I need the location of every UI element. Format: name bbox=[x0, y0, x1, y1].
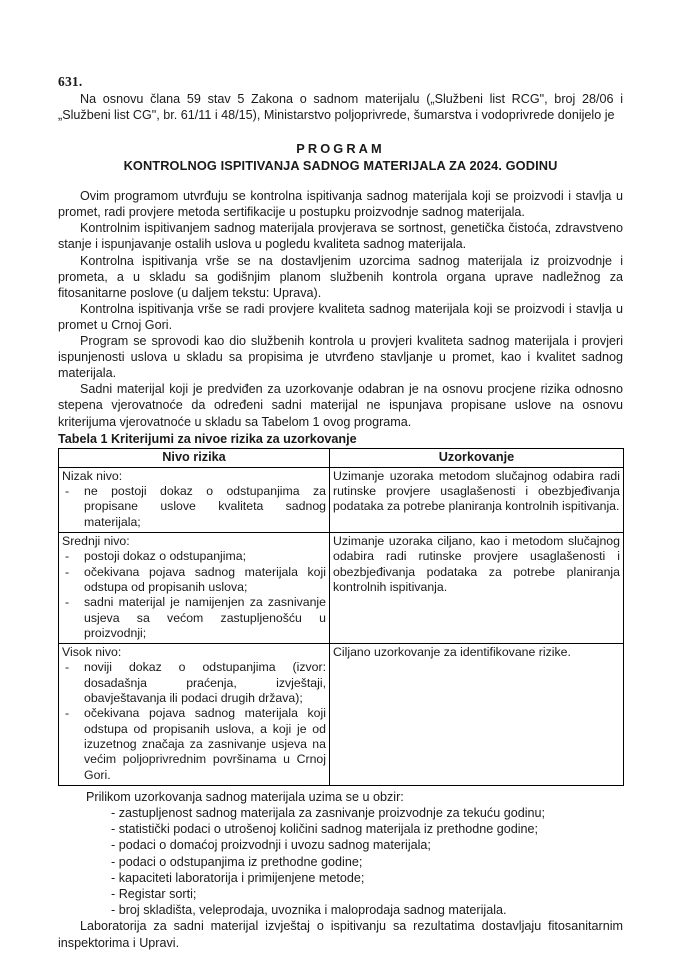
risk-level-cell-low bbox=[59, 467, 330, 532]
list-item: - zastupljenost sadnog materijala za zasnivanje proizvodnje za tekuću godinu; bbox=[111, 806, 546, 821]
sampling-cell-high: Ciljano uzorkovanje za identifikovane rizike. bbox=[330, 644, 624, 786]
body-paragraph-1: Ovim programom utvrđuju se kontrolna ispitivanja sadnog materijala koji se proizvodi i stavlja u promet, radi provjere metoda sertifikacije u postupku proizvodnje sadnog materijala. bbox=[58, 189, 623, 220]
intro-paragraph: Na osnovu člana 59 stav 5 Zakona o sadnom materijalu („Službeni list RCG", broj 28/06 i „Službeni list CG", br. 61/11 i 48/15), Ministarstvo poljoprivrede, šumarstva i vodoprivrede donijelo je bbox=[58, 92, 623, 123]
body-paragraph-6: Sadni materijal koji je predviđen za uzorkovanje odabran je na osnovu procjene rizika odnosno stepena vjerovatnoće da određeni sadni materijal ne ispunjava propisane uslove na osnovu kriterijuma vjerovatnoće u skladu sa Tabelom 1 ovog programa. bbox=[58, 382, 623, 429]
list-item: - broj skladišta, veleprodaja, uvoznika i maloprodaja sadnog materijala. bbox=[111, 903, 507, 918]
list-item: - podaci o domaćoj proizvodnji i uvozu sadnog materijala; bbox=[111, 838, 431, 853]
document-number: 631. bbox=[58, 74, 83, 89]
program-title-line-1: PROGRAM bbox=[296, 141, 385, 157]
closing-paragraph: Laboratorija za sadni materijal izvještaj o ispitivanju sa rezultatima dostavljaju fitosanitarnim inspektorima i Upravi. bbox=[58, 919, 623, 950]
program-title-block bbox=[58, 140, 623, 174]
list-item: - očekivana pojava sadnog materijala koji odstupa od propisanih uslova, a koji je od izuzetnog značaja za zasnivanje usjeva na većim poljoprivrednim površinama u Crnoj Gori. bbox=[62, 706, 326, 782]
sampling-considerations-list bbox=[58, 805, 623, 918]
table-header-row bbox=[59, 448, 624, 467]
list-item: - Registar sorti; bbox=[111, 887, 197, 902]
sampling-considerations-lead: Prilikom uzorkovanja sadnog materijala uzima se u obzir: bbox=[86, 789, 404, 804]
list-item: - sadni materijal je namijenjen za zasnivanje usjeva sa većom zastupljenošću u proizvodnji; bbox=[62, 595, 326, 641]
risk-level-item-list bbox=[62, 484, 326, 530]
body-paragraph-2: Kontrolnim ispitivanjem sadnog materijala provjerava se sortnost, genetička čistoća, zdravstveno stanje i ispunjavanje ostalih uslova u pogledu kvaliteta sadnog materijala. bbox=[58, 221, 623, 252]
sampling-cell-low: Uzimanje uzoraka metodom slučajnog odabira radi rutinske provjere usaglašenosti i obezbjeđivanja podataka za potrebe planiranja kontrolnih ispitivanja. bbox=[330, 467, 624, 532]
risk-level-item-list bbox=[62, 549, 326, 641]
list-item: - postoji dokaz o odstupanjima; bbox=[62, 549, 326, 564]
table-row bbox=[59, 467, 624, 532]
list-item: - kapaciteti laboratorija i primijenjene metode; bbox=[111, 870, 365, 885]
body-paragraph-5: Program se sprovodi kao dio službenih kontrola u provjeri kvaliteta sadnog materijala i provjeri ispunjenosti uslova u skladu sa propisima je utvrđeno stavljanje u promet, kao i kvalitet sadnog materijala. bbox=[58, 334, 623, 381]
table-header-sampling: Uzorkovanje bbox=[330, 448, 624, 467]
sampling-cell-medium: Uzimanje uzoraka ciljano, kao i metodom slučajnog odabira radi rutinske provjere usaglašenosti i obezbjeđivanja podataka za potrebe planiranja kontrolnih ispitivanja. bbox=[330, 533, 624, 644]
table-row bbox=[59, 644, 624, 786]
after-table-section bbox=[58, 789, 623, 951]
body-paragraph-4: Kontrolna ispitivanja vrše se radi provjere kvaliteta sadnog materijala koji se proizvodi i stavlja u promet u Crnoj Gori. bbox=[58, 301, 623, 332]
risk-level-title: Nizak nivo: bbox=[62, 468, 123, 483]
document-content bbox=[58, 74, 623, 951]
program-title-line-2: KONTROLNOG ISPITIVANJA SADNOG MATERIJALA ZA 2024. GODINU bbox=[123, 158, 558, 174]
table-header-risk-level: Nivo rizika bbox=[59, 448, 330, 467]
risk-level-cell-high bbox=[59, 644, 330, 786]
table-row bbox=[59, 533, 624, 644]
list-item: - očekivana pojava sadnog materijala koji odstupa od propisanih uslova; bbox=[62, 565, 326, 596]
risk-criteria-table bbox=[58, 448, 624, 786]
list-item: - podaci o odstupanjima iz prethodne godine; bbox=[111, 854, 363, 869]
risk-level-title: Visok nivo: bbox=[62, 645, 122, 660]
risk-level-title: Srednji nivo: bbox=[62, 534, 130, 549]
list-item: - ne postoji dokaz o odstupanjima za propisane uslove kvaliteta sadnog materijala; bbox=[62, 484, 326, 530]
risk-level-cell-medium bbox=[59, 533, 330, 644]
table-caption: Tabela 1 Kriterijumi za nivoe rizika za uzorkovanje bbox=[58, 431, 357, 446]
risk-level-item-list bbox=[62, 660, 326, 782]
body-paragraph-3: Kontrolna ispitivanja vrše se na dostavljenim uzorcima sadnog materijala iz proizvodnje i prometa, a u skladu sa godišnjim planom službenih kontrola organa uprave nadležnog za fitosanitarne poslove (u daljem tekstu: Uprava). bbox=[58, 253, 623, 300]
list-item: - statistički podaci o utrošenoj količini sadnog materijala iz prethodne godine; bbox=[111, 822, 539, 837]
list-item: - noviji dokaz o odstupanjima (izvor: dosadašnja praćenja, izvještaji, obavještavanja ili podaci drugih država); bbox=[62, 660, 326, 706]
